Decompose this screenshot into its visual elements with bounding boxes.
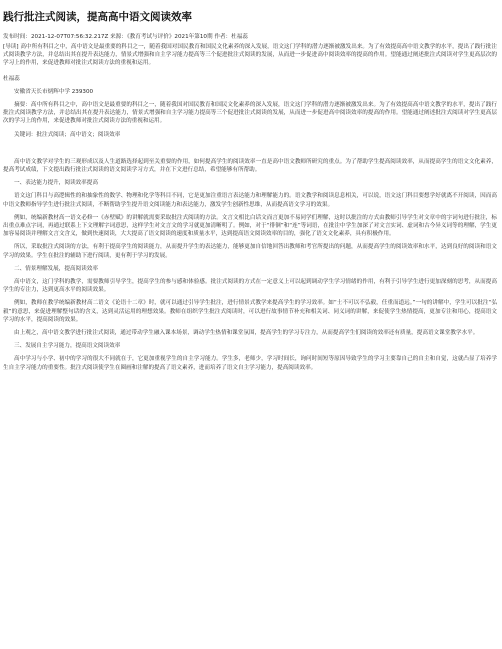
body-paragraph: 例如，统编新教材高一语文必修一《赤壁赋》的讲解就需要采取批注式阅读的方法。文言文相比白话文而言更加不易同学们理解，这时以批注的方式由教师引导学生对文章中的字词句进行批注，标出重点难点字词，再通过联系上下文理解字词意思，这样学生对文言文的学习就更加清晰明了。例如，对于“徘徊”和“连”等词语，在批注中学生加深了对文言实词、虚词和古今异义词等的理解，学生更加容易阅读并理解文言文含义，做到快速阅读，大大提高了语文阅读的速度和质量水平，达到提高语文阅读效率的目的，强化了语文文化素养，具有积极作用。 <box>3 214 497 238</box>
article-meta <box>3 33 497 41</box>
affiliation: 安徽省天长市炳辉中学 239300 <box>14 88 94 95</box>
body-paragraph: 高中学习与小学、初中的学习的很大不同就在于，它更加重视学生的自主学习能力。学生多，老师少，学习时间长，询问时间短等原因导致学生的学习主要靠自己的自主和自觉，这就凸显了培养学生自主学习能力的重要性。批注式阅读使学生在圈画和注解的提高了语文素养，进而培养了语文自主学习能力，提高阅读效率。 <box>3 356 497 371</box>
source: 来源：《教育考试与评价》2021年第10期 <box>110 34 213 40</box>
section-heading: 二、情景理解发展，提高阅读效率 <box>14 265 98 272</box>
summary-paragraph: [导读] 高中所有科目之中，高中语文是最重要的科目之一，随着我国对国民教育和国民文化素养的深入发展，语文这门学科的潜力逐渐被激发出来。为了有效提高高中语文教学的水平，提出了践行批注式阅读教学方法，并总结出其在提升表达能力，情景式增强和自主学习能力提高等三个促进批注式阅读的发展，从而进一步促进高中阅读效率的提高的作用。望能通过阐述批注式阅读对学生更高层次的学习上的作用，来促进教师对批注式阅读方法的重视和运用。 <box>3 44 497 67</box>
article-title: 践行批注式阅读，提高高中语文阅读效率 <box>3 11 192 23</box>
section-heading: 一、表达能力提升，阅读效率提高 <box>14 180 98 187</box>
section-heading: 三、发展自主学习能力，提高语文阅读效率 <box>14 343 121 350</box>
author-name: 杜福蕊 <box>3 75 20 82</box>
keywords: 关键词：批注式阅读；高中语文；阅读效率 <box>14 131 121 138</box>
intro-paragraph: 高中语文教学对学生的三观形成以及人生道路选择起到至关重要的作用，如何提高学生的阅读效率一直是高中语文教师所研究的重点。为了帮助学生提高阅读效率，从而提高学生的语文文化素养，提高考试成绩，下文提出践行批注式阅读的语文阅读学习方式，并在下文进行总结，希望能够有所帮助。 <box>3 158 497 174</box>
author: 作者：杜福蕊 <box>214 34 248 40</box>
abstract-paragraph: 摘要：高中所有科目之中，高中语文是最重要的科目之一，随着我国对国民教育和国民文化素养的深入发展，语文这门学科的潜力逐渐被激发出来。为了有效提高高中语文教学的水平，提出了践行批注式阅读教学方法，并总结出其在提升表达能力，情景式增强和自主学习能力提高等三个促进批注式阅读的发展，从而进一步促进高中阅读效率的提高的作用。望能通过阐述批注式阅读对学生更高层次的学习上的作用，来促进教师对批注式阅读方法的重视和运用。 <box>3 102 497 125</box>
body-paragraph: 高中语文，这门学科的教学，需要教师引导学生，提高学生的参与感和体验感。批注式阅读的方式在一定意义上可以起到调动学生学习情绪的作用，有利于引导学生进行更加深刻的思考，从而提高学生的专注力，达到更高水平的阅读效果。 <box>3 279 497 294</box>
body-paragraph: 例如，教师在教学统编新教材高二语文《论语十二章》时，就可以通过引导学生批注，进行情景式教学来提高学生的学习效率。如“士不可以不弘毅，任重而道远。”一句的讲解中，学生可以批注“弘毅”的意思，来促进理解整句话的含义，达到灵活运用的理想效果。教师在组织学生批注式阅读时，可以进行故事情节补充和相关词、同义词的讲解，来促使学生热情提高，更加专注和用心，提高语文学习的水平，提高阅读的效果。 <box>3 300 497 323</box>
publish-time: 发布时间：2021-12-07T07:56:32.217Z <box>3 34 109 40</box>
body-paragraph: 所以，采取批注式阅读的方法，有利于提高学生的阅读能力，从而提升学生的表达能力，能够更加自信地回答出教师和考官所提出的问题，从而提高学生的阅读效率和水平，达到良好的阅读和语文学习的效果。学生在批注的辅助下进行阅读，更有利于学习的发展。 <box>3 244 497 259</box>
body-paragraph: 由上观之，高中语文教学进行批注式阅读，通过带动学生融入课本场景，调动学生热情和课堂氛围，提高学生的学习专注力，从而提高学生们阅读的效率还有质量，提高语文课堂教学水平。 <box>14 330 479 337</box>
body-paragraph: 语文这门科目与高逻辑性的和抽象性的数学、物理和化学等科目不同，它是更加注重语言表达能力和理解能力的。语文教学和阅读息息相关，可以说，语文这门科目要想学好就离不开阅读，因而高中语文教师指导学生进行批注式阅读，不断帮助学生提升语文阅读能力和表达能力，激发学生创新性思维，从而提高语文学习的效果。 <box>3 193 497 208</box>
